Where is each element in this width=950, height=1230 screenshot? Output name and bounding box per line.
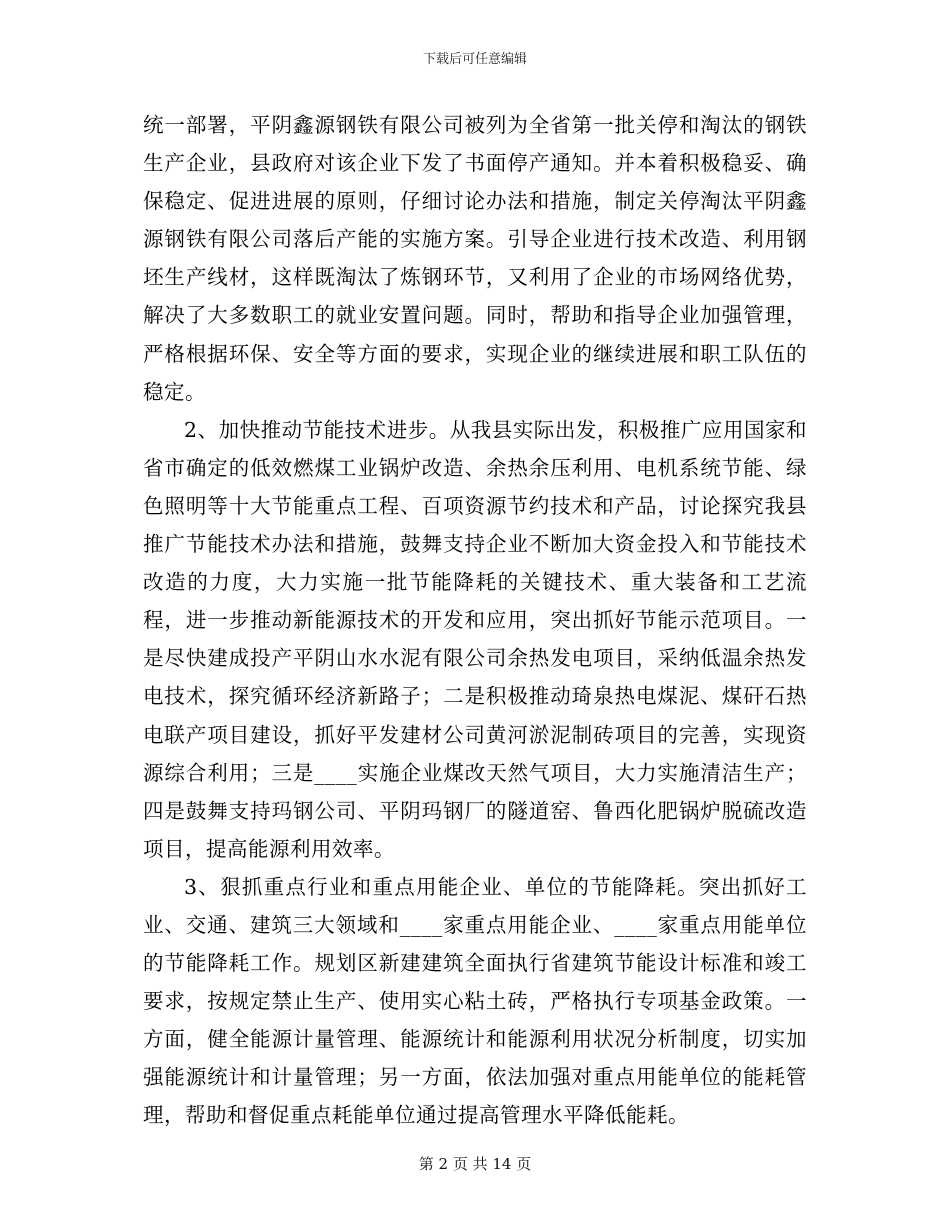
- document-body: [143, 106, 807, 1135]
- header-note: 下载后可任意编辑: [422, 52, 527, 67]
- page-number-footer: 第 2 页 共 14 页: [418, 1155, 532, 1173]
- paragraph-section-3: 3、狠抓重点行业和重点用能企业、单位的节能降耗。突出抓好工业、交通、建筑三大领域和____家重点用能企业、____家重点用能单位的节能降耗工作。规划区新建建筑全面执行省建筑节能设计标准和竣工要求，按规定禁止生产、使用实心粘土砖，严格执行专项基金政策。一方面，健全能源计量管理、能源统计和能源利用状况分析制度，切实加强能源统计和计量管理；另一方面，依法加强对重点用能单位的能耗管理，帮助和督促重点耗能单位通过提高管理水平降低能耗。: [143, 874, 807, 1128]
- paragraph-section-2: 2、加快推动节能技术进步。从我县实际出发，积极推广应用国家和省市确定的低效燃煤工业锅炉改造、余热余压利用、电机系统节能、绿色照明等十大节能重点工程、百项资源节约技术和产品，讨论探究我县推广节能技术办法和措施，鼓舞支持企业不断加大资金投入和节能技术改造的力度，大力实施一批节能降耗的关键技术、重大装备和工艺流程，进一步推动新能源技术的开发和应用，突出抓好节能示范项目。一是尽快建成投产平阴山水水泥有限公司余热发电项目，采纳低温余热发电技术，探究循环经济新路子；二是积极推动琦泉热电煤泥、煤矸石热电联产项目建设，抓好平发建材公司黄河淤泥制砖项目的完善，实现资源综合利用；三是____实施企业煤改天然气项目，大力实施清洁生产；四是鼓舞支持玛钢公司、平阴玛钢厂的隧道窑、鲁西化肥锅炉脱硫改造项目，提高能源利用效率。: [143, 417, 807, 861]
- paragraph-continuation: 统一部署，平阴鑫源钢铁有限公司被列为全省第一批关停和淘汰的钢铁生产企业，县政府对该企业下发了书面停产通知。并本着积极稳妥、确保稳定、促进进展的原则，仔细讨论办法和措施，制定关停淘汰平阴鑫源钢铁有限公司落后产能的实施方案。引导企业进行技术改造、利用钢坯生产线材，这样既淘汰了炼钢环节，又利用了企业的市场网络优势，解决了大多数职工的就业安置问题。同时，帮助和指导企业加强管理，严格根据环保、安全等方面的要求，实现企业的继续进展和职工队伍的稳定。: [143, 113, 807, 404]
